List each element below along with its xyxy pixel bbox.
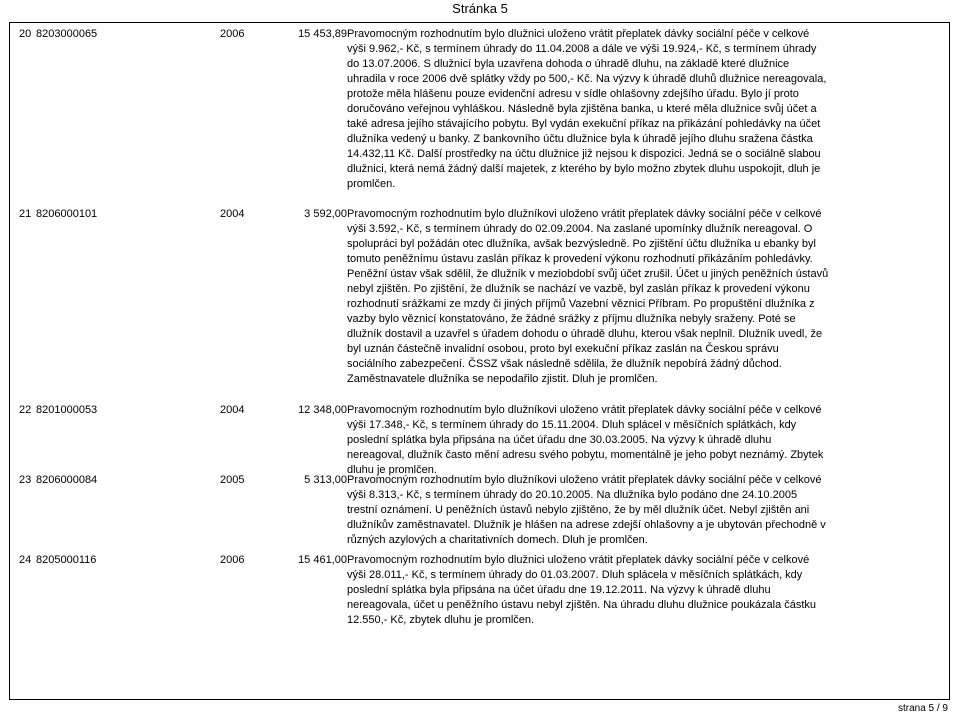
row-number: 21 [19, 208, 32, 220]
row-number: 20 [19, 28, 32, 40]
case-number: 8206000084 [36, 474, 98, 486]
description-line: Pravomocným rozhodnutím bylo dlužnici uloženo vrátit přeplatek dávky sociální péče v celkové [347, 28, 810, 40]
page-label: Stránka 5 [452, 1, 508, 16]
description-line: výši 17.348,- Kč, s termínem úhrady do 15.11.2004. Dluh splácel v měsíčních splátkách, kdy [347, 419, 797, 431]
page-footer [898, 702, 948, 716]
description-line: také adresa jejího stávajícího pobytu. Byl vydán exekuční příkaz na přikázání pohledávky na účet [347, 118, 821, 130]
description-line: Zaměstnavatele dlužníka se nepodařilo zjistit. Dluh je promlčen. [347, 373, 658, 385]
description-line: vazby bylo věznicí konstatováno, že žádné srážky z příjmu dlužníka nebyly sraženy. Poté se [347, 313, 796, 325]
description-line: Pravomocným rozhodnutím bylo dlužníkovi uloženo vrátit přeplatek dávky sociální péče v celkové [347, 208, 822, 220]
description-line: nereagovala, účet u peněžního ústavu nebyl zjištěn. Na úhradu dluhu dlužnice poukázala částku [347, 599, 817, 611]
description-line: Pravomocným rozhodnutím bylo dlužníkovi uloženo vrátit přeplatek dávky sociální péče v celkové [347, 404, 822, 416]
page-header [0, 0, 960, 22]
description-line: spolupráci byl požádán otec dlužníka, avšak bezvýsledně. Po zjištění účtu dlužníka u ebanky byl [347, 238, 816, 250]
amount: 15 461,00 [298, 554, 347, 566]
description-line: výši 28.011,- Kč, s termínem úhrady do 01.03.2007. Dluh splácela v měsíčních splátkách, kdy [347, 569, 803, 581]
description-line: trestní oznámení. U peněžních ústavů nebylo zjištěno, že by měl dlužník účet. Nebyl zjištěn ani [347, 504, 810, 516]
description-line: rozhodnutí srážkami ze mzdy či jiných příjmů Vazební věznici Příbram. Po propuštění dlužníka z [347, 298, 815, 310]
description-line: výši 9.962,- Kč, s termínem úhrady do 11.04.2008 a dále ve výši 19.924,- Kč, s termínem úhrady [347, 43, 817, 55]
description-line: výši 8.313,- Kč, s termínem úhrady do 20.10.2005. Na dlužníka bylo podáno dne 24.10.2005 [347, 489, 798, 501]
description-line: Peněžní ústav však sdělil, že dlužník v meziobdobí svůj účet zrušil. Účet u jiných peněžních ústavů [347, 268, 829, 280]
debts-table [9, 22, 950, 700]
description-line: promlčen. [347, 178, 396, 190]
description-line: dlužníka vedený u banky. Z bankovního účtu dlužnice byla k úhradě jejího dluhu sražena částka [347, 133, 813, 145]
description-line: doručováno veřejnou vyhláškou. Následně byla zjištěna banka, u které měla dlužnice svůj účet a [347, 103, 817, 115]
year: 2005 [220, 474, 245, 486]
case-number: 8205000116 [36, 554, 97, 566]
row-number: 22 [19, 404, 32, 416]
description-line: sociálního zabezpečení. ČSSZ však následně sdělila, že dlužník nepobírá žádný důchod. [347, 358, 782, 370]
description-line: výši 3.592,- Kč, s termínem úhrady do 02.09.2004. Na zaslané upomínky dlužník nereagoval. O [347, 223, 813, 235]
description [347, 553, 850, 628]
year: 2004 [220, 208, 245, 220]
row-number: 24 [19, 554, 32, 566]
case-number: 8206000101 [36, 208, 98, 220]
description-line: uhradila v roce 2006 dvě splátky vždy po 500,- Kč. Na výzvy k úhradě dluhů dlužnice nereagovala, [347, 73, 827, 85]
description-line: byl uznán částečně invalidní osobou, proto byl exekuční příkaz zaslán na Českou správu [347, 343, 779, 355]
description-line: protože měla hlášenu pouze evidenční adresu v sídle ohlašovny zdejšího úřadu. Bylo jí proto [347, 88, 799, 100]
description-line: různých azylových a charitativních domech. Dluh je promlčen. [347, 534, 648, 546]
description-line: poslední splátka byla připsána na účet úřadu dne 30.03.2005. Na výzvy k úhradě dluhu [347, 434, 772, 446]
case-number: 8203000065 [36, 28, 98, 40]
page-counter: strana 5 / 9 [897, 703, 948, 714]
description [347, 403, 850, 478]
description [347, 27, 850, 192]
amount: 3 592,00 [304, 208, 347, 220]
description-line: 12.550,- Kč, zbytek dluhu je promlčen. [347, 614, 535, 626]
description-line: dlužníkův zaměstnavatel. Dlužník je hlášen na adrese zdejší ohlašovny a je ubytován přechodně v [347, 519, 826, 531]
amount: 15 453,89 [298, 28, 347, 40]
year: 2006 [220, 28, 245, 40]
amount: 12 348,00 [298, 404, 347, 416]
year: 2004 [220, 404, 245, 416]
description-line: poslední splátka byla připsána na účet úřadu dne 19.12.2011. Na výzvy k úhradě dluhu [347, 584, 771, 596]
case-number: 8201000053 [36, 404, 98, 416]
description-line: do 13.07.2006. S dlužnicí byla uzavřena dohoda o úhradě dluhu, na základě které dlužnice [347, 58, 790, 70]
description-line: Pravomocným rozhodnutím bylo dlužníkovi uloženo vrátit přeplatek dávky sociální péče v celkové [347, 474, 822, 486]
description-line: nebyl zjištěn. Po zjištění, že dlužník se nachází ve vazbě, byl zaslán příkaz k provedení výkonu [347, 283, 810, 295]
description-line: dluhu je promlčen. [347, 464, 437, 476]
description-line: dlužník dostavil a uzavřel s úřadem dohodu o úhradě dluhu, kterou však neplnil. Dlužník uvedl, že [347, 328, 823, 340]
description [347, 207, 850, 387]
description [347, 473, 850, 548]
amount: 5 313,00 [304, 474, 347, 486]
year: 2006 [220, 554, 245, 566]
description-line: 14.432,11 Kč. Další prostředky na účtu dlužnice již nejsou k dispozici. Jedná se o sociálně slabou [347, 148, 821, 160]
description-line: nereagoval, dlužník často mění adresu svého pobytu, momentálně je jeho pobyt neznámý. Zbytek [347, 449, 824, 461]
description-line: tomuto peněžnímu ústavu zaslán příkaz k provedení výkonu rozhodnutí přikázáním pohledávky. [347, 253, 813, 265]
description-line: dlužnici, která nemá žádný další majetek, z kterého by bylo možno zbytek dluhu uspokojit, dluh je [347, 163, 821, 175]
row-number: 23 [19, 474, 32, 486]
description-line: Pravomocným rozhodnutím bylo dlužnici uloženo vrátit přeplatek dávky sociální péče v celkové [347, 554, 810, 566]
